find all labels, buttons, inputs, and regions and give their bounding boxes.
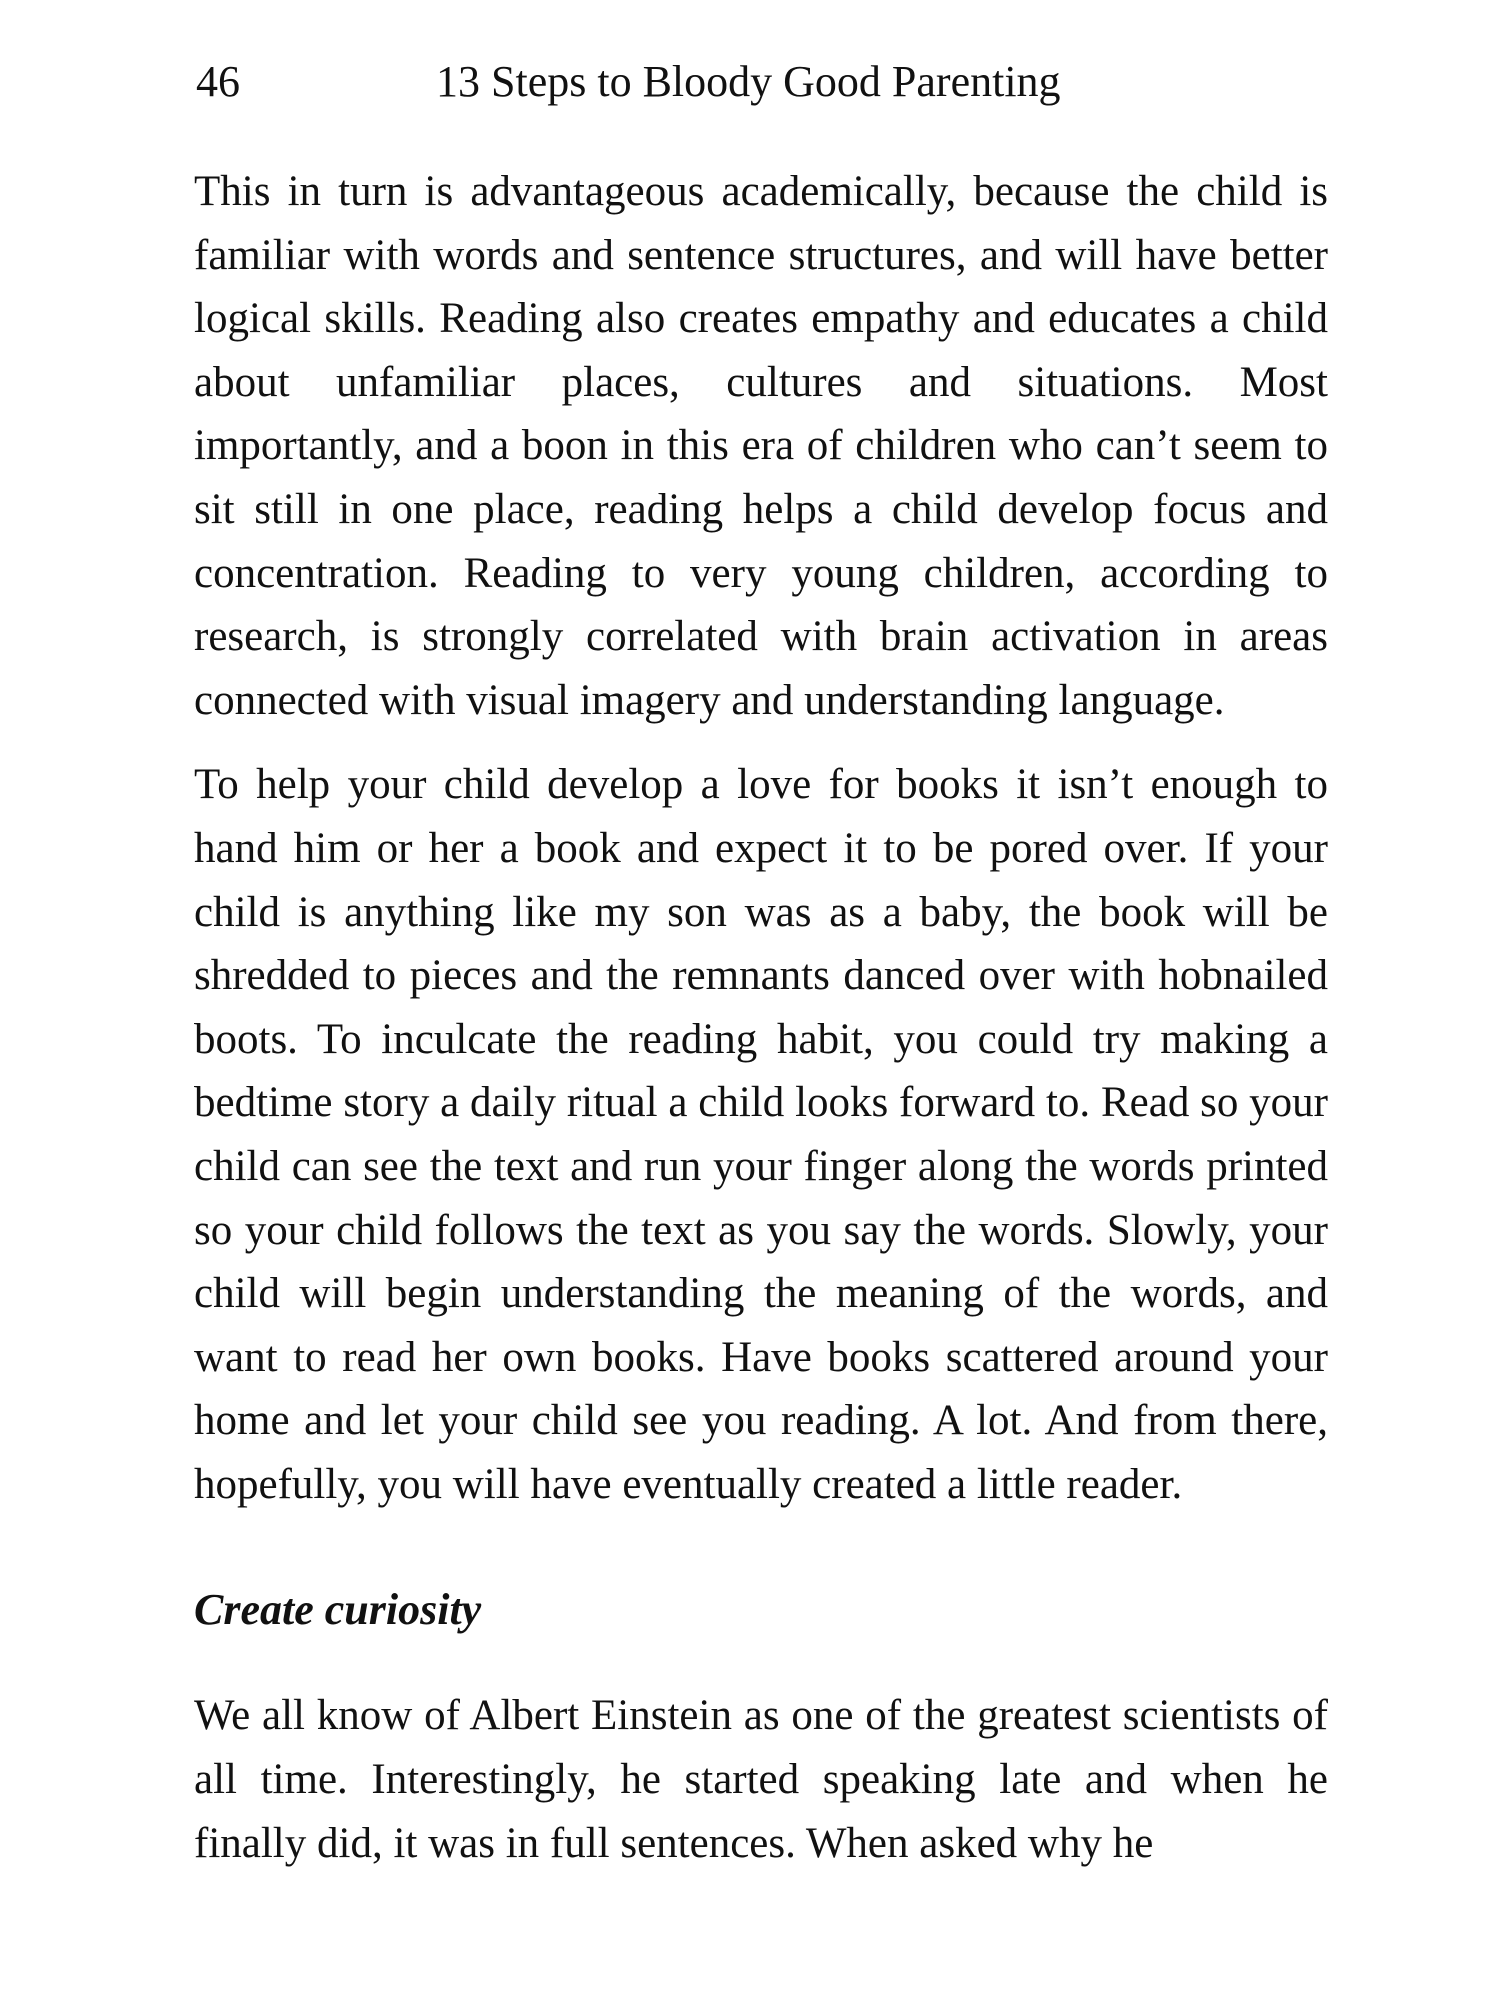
page-number: 46: [196, 57, 240, 106]
paragraph-reading-benefits: This in turn is advantageous academically, because the child is familiar with words and sentence structures, and will have better logical skills. Reading also creates empathy and educates a child about unfamiliar places, cultures and situations. Most importantly, and a boon in this era of children who can’t seem to sit still in one place, reading helps a child develop focus and concentration. Reading to very young children, according to research, is strongly correlated with brain activation in areas connected with visual imagery and understanding language.: [194, 168, 1328, 724]
book-title: 13 Steps to Bloody Good Parenting: [436, 57, 1061, 106]
paragraph-einstein: We all know of Albert Einstein as one of the greatest scientists of all time. Interestingly, he started speaking late and when he finally did, it was in full sentences. When asked why he: [194, 1692, 1328, 1867]
paragraph-reading-habit: To help your child develop a love for books it isn’t enough to hand him or her a book and expect it to be pored over. If your child is anything like my son was as a baby, the book will be shredded to pieces and the remnants danced over with hobnailed boots. To inculcate the reading habit, you could try making a bedtime story a daily ritual a child looks forward to. Read so your child can see the text and run your finger along the words printed so your child follows the text as you say the words. Slowly, your child will begin understanding the meaning of the words, and want to read her own books. Have books scattered around your home and let your child see you reading. A lot. And from there, hopefully, you will have eventually created a little reader.: [194, 761, 1328, 1508]
section-heading: Create curiosity: [194, 1585, 482, 1635]
body-text: [194, 160, 1328, 1875]
running-header: [196, 52, 1326, 112]
